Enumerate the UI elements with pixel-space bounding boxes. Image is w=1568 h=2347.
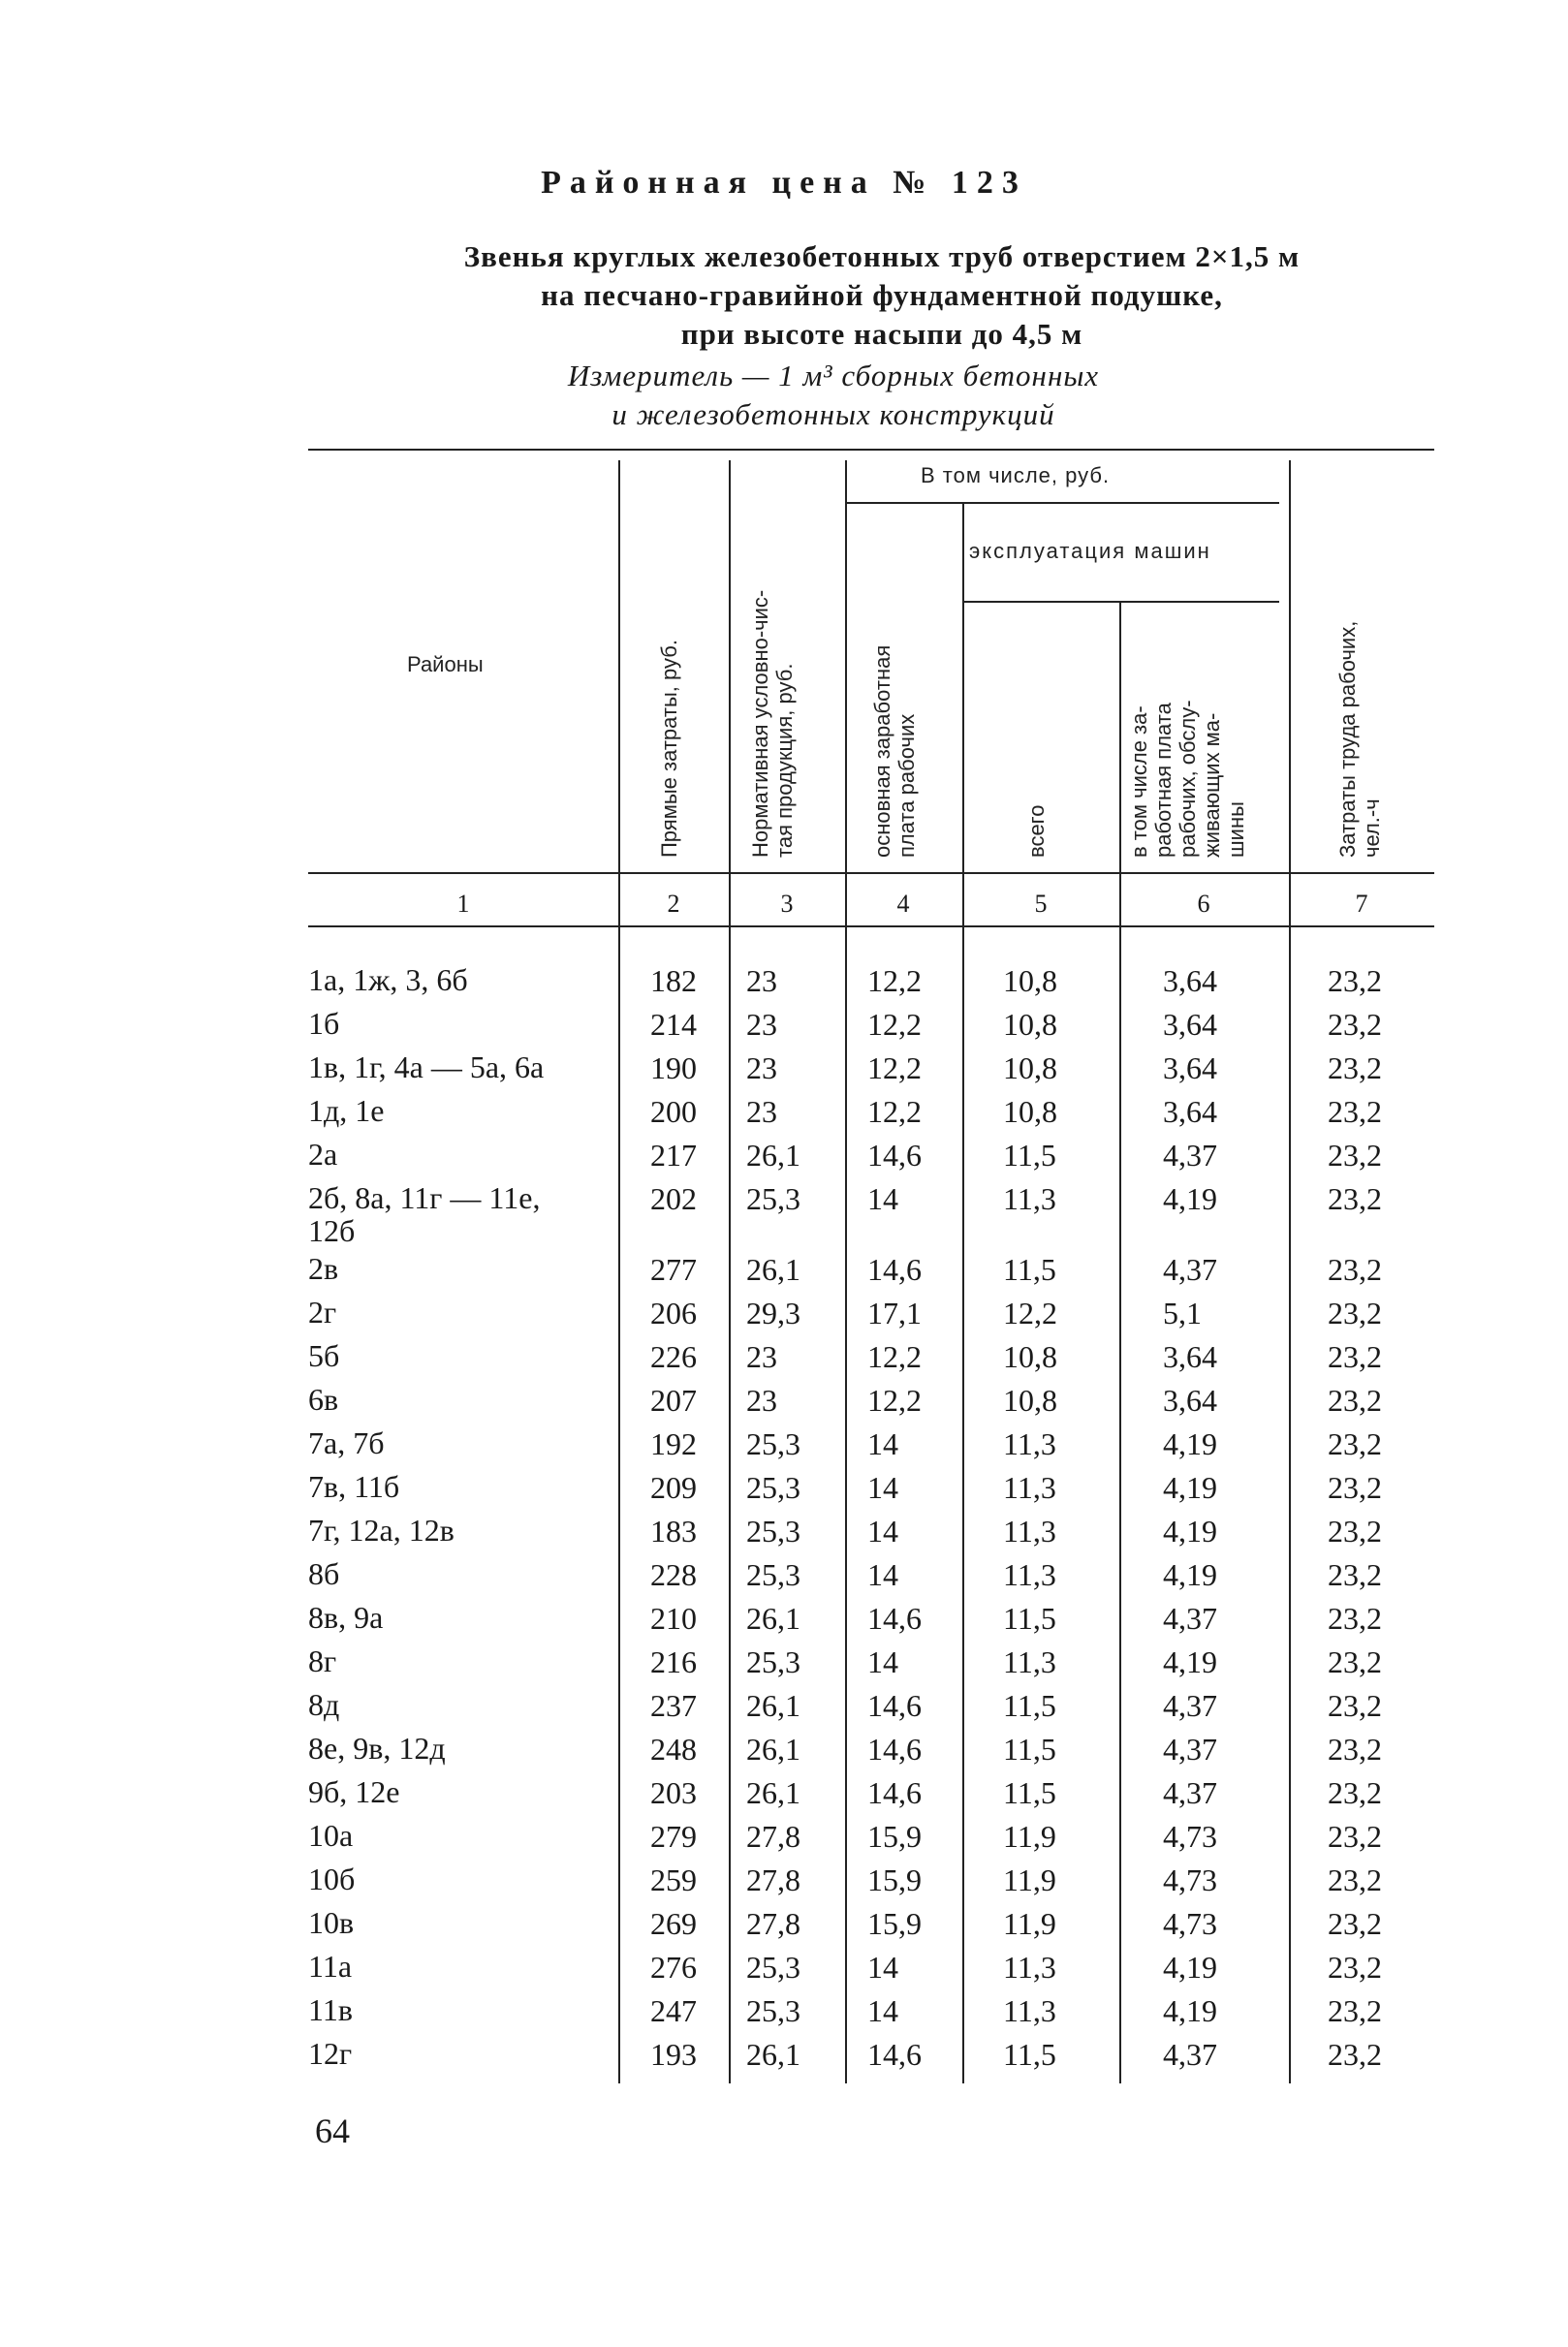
labor-cell: 23,2: [1328, 1732, 1382, 1767]
wage-cell: 14,6: [867, 1688, 922, 1723]
normative-cell: 23: [746, 1094, 777, 1129]
incl-cell: 3,64: [1163, 1050, 1217, 1085]
direct-cell: 202: [650, 1181, 697, 1216]
labor-cell: 23,2: [1328, 1514, 1382, 1549]
region-cell: [308, 1050, 618, 1083]
region-text: 2г: [308, 1295, 337, 1330]
region-text: 11а: [308, 1949, 353, 1984]
total-cell: 11,9: [1003, 1819, 1056, 1854]
total-cell: 12,2: [1003, 1296, 1057, 1330]
total-cell: 11,9: [1003, 1862, 1056, 1897]
column-number: 3: [780, 890, 794, 918]
region-text: 8д: [308, 1687, 340, 1722]
region-text: 10а: [308, 1818, 354, 1853]
normative-cell: 26,1: [746, 1688, 800, 1723]
normative-cell: 25,3: [746, 1181, 800, 1216]
normative-cell: 23: [746, 1339, 777, 1374]
region-cell: [308, 1252, 618, 1285]
region-text: 6в: [308, 1382, 339, 1417]
incl-cell: 4,73: [1163, 1862, 1217, 1897]
region-cell: [308, 1688, 618, 1721]
wage-cell: 14: [867, 1950, 898, 1985]
incl-cell: 4,37: [1163, 1732, 1217, 1767]
normative-cell: 25,3: [746, 1426, 800, 1461]
region-cell: [308, 1601, 618, 1634]
header-line: живающих ма-: [1200, 712, 1224, 858]
wage-cell: 14: [867, 1470, 898, 1505]
labor-cell: 23,2: [1328, 1296, 1382, 1330]
direct-cell: 259: [650, 1862, 697, 1897]
wage-cell: 14: [867, 1993, 898, 2028]
labor-cell: 23,2: [1328, 1050, 1382, 1085]
region-text: 9б, 12е: [308, 1774, 400, 1809]
normative-cell: 26,1: [746, 1252, 800, 1287]
wage-cell: 14: [867, 1426, 898, 1461]
subtitle-line: на песчано-гравийной фундаментной подушке,: [541, 278, 1223, 312]
labor-cell: 23,2: [1328, 1644, 1382, 1679]
header-line: плата рабочих: [894, 713, 919, 858]
table-row: [0, 1047, 1568, 1089]
table-row: [0, 1466, 1568, 1509]
wage-cell: 14: [867, 1514, 898, 1549]
region-text: 2б, 8а, 11г — 11е,: [308, 1180, 541, 1215]
region-text: 7г, 12а, 12в: [308, 1513, 455, 1548]
region-text: 8в, 9а: [308, 1600, 384, 1635]
table-top-rule: [308, 449, 1434, 451]
table-row: [0, 1292, 1568, 1334]
normative-cell: 27,8: [746, 1819, 800, 1854]
wage-cell: 15,9: [867, 1906, 922, 1941]
wage-cell: 14: [867, 1181, 898, 1216]
header-base-wage: [870, 645, 919, 858]
region-text: 10б: [308, 1862, 356, 1896]
total-cell: 11,3: [1003, 1644, 1056, 1679]
incl-cell: 4,19: [1163, 1514, 1217, 1549]
direct-cell: 237: [650, 1688, 697, 1723]
direct-cell: 183: [650, 1514, 697, 1549]
normative-cell: 25,3: [746, 1644, 800, 1679]
incl-cell: 4,73: [1163, 1906, 1217, 1941]
region-text: 1б: [308, 1006, 340, 1041]
total-cell: 11,3: [1003, 1426, 1056, 1461]
table-row: [0, 1641, 1568, 1683]
normative-cell: 25,3: [746, 1993, 800, 2028]
column-number: 7: [1355, 890, 1368, 918]
page-title: Районная цена № 123: [541, 165, 1027, 201]
region-cell: [308, 1094, 618, 1127]
subtitle-line: Звенья круглых железобетонных труб отверстием 2×1,5 м: [463, 239, 1301, 273]
direct-cell: 203: [650, 1775, 697, 1810]
direct-cell: 209: [650, 1470, 697, 1505]
header-total: всего: [1024, 804, 1049, 858]
wage-cell: 14,6: [867, 1732, 922, 1767]
total-cell: 10,8: [1003, 1383, 1057, 1418]
measure-line: Измеритель — 1 м³ сборных бетонных: [567, 359, 1100, 392]
total-cell: 11,3: [1003, 1181, 1056, 1216]
direct-cell: 276: [650, 1950, 697, 1985]
labor-cell: 23,2: [1328, 1181, 1382, 1216]
total-cell: 11,5: [1003, 1601, 1056, 1636]
header-line: Нормативная условно-чис-: [748, 589, 772, 858]
direct-cell: 210: [650, 1601, 697, 1636]
wage-cell: 14,6: [867, 1138, 922, 1173]
incl-cell: 4,37: [1163, 1252, 1217, 1287]
column-number: 5: [1034, 890, 1048, 918]
direct-cell: 228: [650, 1557, 697, 1592]
region-text: 12г: [308, 2036, 353, 2071]
direct-cell: 207: [650, 1383, 697, 1418]
direct-cell: 269: [650, 1906, 697, 1941]
colnum-bottom-rule: [308, 925, 1434, 927]
table-row: [0, 1335, 1568, 1378]
page-subtitle: [368, 237, 1396, 354]
region-text: 2в: [308, 1251, 339, 1286]
total-cell: 11,3: [1003, 1557, 1056, 1592]
incl-cell: 3,64: [1163, 1094, 1217, 1129]
labor-cell: 23,2: [1328, 963, 1382, 998]
header-line: в том числе за-: [1127, 705, 1151, 858]
normative-cell: 26,1: [746, 1138, 800, 1173]
direct-cell: 247: [650, 1993, 697, 2028]
subheader-rule: [845, 502, 1279, 504]
normative-cell: 27,8: [746, 1862, 800, 1897]
region-text: 1д, 1е: [308, 1093, 385, 1128]
wage-cell: 14: [867, 1557, 898, 1592]
normative-cell: 23: [746, 963, 777, 998]
direct-cell: 206: [650, 1296, 697, 1330]
labor-cell: 23,2: [1328, 1094, 1382, 1129]
direct-cell: 200: [650, 1094, 697, 1129]
incl-cell: 4,19: [1163, 1950, 1217, 1985]
incl-cell: 4,37: [1163, 1688, 1217, 1723]
direct-cell: 279: [650, 1819, 697, 1854]
wage-cell: 15,9: [867, 1819, 922, 1854]
incl-cell: 4,19: [1163, 1644, 1217, 1679]
labor-cell: 23,2: [1328, 1138, 1382, 1173]
table-row: [0, 1859, 1568, 1901]
header-incl-operator-wage: [1127, 700, 1248, 858]
header-line: чел.-ч: [1360, 798, 1384, 858]
total-cell: 11,5: [1003, 1252, 1056, 1287]
region-cell: [308, 1181, 618, 1247]
region-text: 8г: [308, 1643, 337, 1678]
wage-cell: 17,1: [867, 1296, 922, 1330]
wage-cell: 14: [867, 1644, 898, 1679]
normative-cell: 26,1: [746, 1775, 800, 1810]
region-cell: [308, 1138, 618, 1171]
wage-cell: 14,6: [867, 1252, 922, 1287]
region-text: 8б: [308, 1556, 340, 1591]
table-row: [0, 1423, 1568, 1465]
wage-cell: 12,2: [867, 1007, 922, 1042]
region-cell: [308, 1732, 618, 1765]
incl-cell: 4,19: [1163, 1470, 1217, 1505]
direct-cell: 190: [650, 1050, 697, 1085]
labor-cell: 23,2: [1328, 1906, 1382, 1941]
normative-cell: 26,1: [746, 1732, 800, 1767]
table-row: [0, 2033, 1568, 2076]
incl-cell: 4,37: [1163, 1775, 1217, 1810]
region-cell: [308, 1906, 618, 1939]
table-row: [0, 1248, 1568, 1291]
labor-cell: 23,2: [1328, 1252, 1382, 1287]
region-text: 10в: [308, 1905, 355, 1940]
normative-cell: 25,3: [746, 1950, 800, 1985]
direct-cell: 182: [650, 963, 697, 998]
header-line: основная заработная: [870, 644, 894, 858]
direct-cell: 248: [650, 1732, 697, 1767]
region-cell: [308, 2037, 618, 2070]
region-cell: [308, 1644, 618, 1677]
region-cell: [308, 1296, 618, 1329]
measurement-unit: [485, 357, 1182, 434]
wage-cell: 12,2: [867, 1383, 922, 1418]
total-cell: 11,5: [1003, 1138, 1056, 1173]
header-regions: Районы: [407, 652, 484, 676]
incl-cell: 4,19: [1163, 1181, 1217, 1216]
total-cell: 11,5: [1003, 1688, 1056, 1723]
region-cell: [308, 1470, 618, 1503]
incl-cell: 4,19: [1163, 1993, 1217, 2028]
labor-cell: 23,2: [1328, 1775, 1382, 1810]
total-cell: 11,3: [1003, 1993, 1056, 2028]
total-cell: 11,3: [1003, 1514, 1056, 1549]
header-machine-exploitation: эксплуатация машин: [969, 539, 1211, 563]
table-row: [0, 1902, 1568, 1945]
normative-cell: 27,8: [746, 1906, 800, 1941]
direct-cell: 277: [650, 1252, 697, 1287]
labor-cell: 23,2: [1328, 1862, 1382, 1897]
header-line: Затраты труда рабочих,: [1335, 620, 1360, 858]
region-cell: [308, 1007, 618, 1040]
total-cell: 11,3: [1003, 1470, 1056, 1505]
header-line: тая продукция, руб.: [772, 663, 797, 858]
region-text: 1в, 1г, 4а — 5а, 6а: [308, 1049, 545, 1084]
total-cell: 10,8: [1003, 1050, 1057, 1085]
wage-cell: 12,2: [867, 1094, 922, 1129]
region-cell: [308, 1819, 618, 1852]
table-row: [0, 1728, 1568, 1770]
measure-line: и железобетонных конструкций: [612, 397, 1055, 431]
region-cell: [308, 1993, 618, 2026]
header-bottom-rule: [308, 872, 1434, 874]
region-cell: [308, 1339, 618, 1372]
wage-cell: 14,6: [867, 1775, 922, 1810]
region-text: 2а: [308, 1137, 338, 1172]
incl-cell: 4,19: [1163, 1426, 1217, 1461]
total-cell: 10,8: [1003, 1339, 1057, 1374]
direct-cell: 216: [650, 1644, 697, 1679]
table-row: [0, 1597, 1568, 1640]
table-row: [0, 1684, 1568, 1727]
normative-cell: 23: [746, 1050, 777, 1085]
wage-cell: 12,2: [867, 963, 922, 998]
total-cell: 11,9: [1003, 1906, 1056, 1941]
incl-cell: 3,64: [1163, 1383, 1217, 1418]
header-line: шины: [1224, 801, 1248, 858]
wage-cell: 12,2: [867, 1339, 922, 1374]
region-text: 7а, 7б: [308, 1425, 385, 1460]
subtitle-line: при высоте насыпи до 4,5 м: [680, 317, 1083, 351]
labor-cell: 23,2: [1328, 1557, 1382, 1592]
labor-cell: 23,2: [1328, 1819, 1382, 1854]
table-row: [0, 1003, 1568, 1046]
total-cell: 11,5: [1003, 2037, 1056, 2072]
direct-cell: 226: [650, 1339, 697, 1374]
direct-cell: 192: [650, 1426, 697, 1461]
region-cell: [308, 963, 618, 996]
incl-cell: 3,64: [1163, 1339, 1217, 1374]
total-cell: 10,8: [1003, 1007, 1057, 1042]
column-number: 4: [896, 890, 910, 918]
total-cell: 10,8: [1003, 1094, 1057, 1129]
labor-cell: 23,2: [1328, 1470, 1382, 1505]
header-normative-product: [748, 590, 797, 858]
header-line: работная плата: [1151, 703, 1176, 858]
labor-cell: 23,2: [1328, 1383, 1382, 1418]
region-text: 5б: [308, 1338, 340, 1373]
region-text: 1а, 1ж, 3, 6б: [308, 962, 468, 997]
labor-cell: 23,2: [1328, 2037, 1382, 2072]
region-text: 7в, 11б: [308, 1469, 400, 1504]
normative-cell: 23: [746, 1383, 777, 1418]
incl-cell: 4,37: [1163, 1138, 1217, 1173]
total-cell: 11,3: [1003, 1950, 1056, 1985]
normative-cell: 23: [746, 1007, 777, 1042]
labor-cell: 23,2: [1328, 1950, 1382, 1985]
column-number: 1: [456, 890, 470, 918]
incl-cell: 4,19: [1163, 1557, 1217, 1592]
normative-cell: 25,3: [746, 1514, 800, 1549]
incl-cell: 4,37: [1163, 2037, 1217, 2072]
header-line: рабочих, обслу-: [1176, 700, 1200, 858]
table-row: [0, 1989, 1568, 2032]
incl-cell: 4,37: [1163, 1601, 1217, 1636]
wage-cell: 14,6: [867, 1601, 922, 1636]
table-row: [0, 1510, 1568, 1552]
incl-cell: 4,73: [1163, 1819, 1217, 1854]
incl-cell: 5,1: [1163, 1296, 1202, 1330]
region-text-continued: 12б: [308, 1213, 356, 1248]
normative-cell: 25,3: [746, 1470, 800, 1505]
labor-cell: 23,2: [1328, 1601, 1382, 1636]
header-labor-costs: [1335, 621, 1384, 858]
region-text: 8е, 9в, 12д: [308, 1731, 446, 1766]
region-cell: [308, 1862, 618, 1895]
labor-cell: 23,2: [1328, 1688, 1382, 1723]
normative-cell: 25,3: [746, 1557, 800, 1592]
wage-cell: 15,9: [867, 1862, 922, 1897]
table-row: [0, 1946, 1568, 1988]
table-row: [0, 1379, 1568, 1422]
wage-cell: 12,2: [867, 1050, 922, 1085]
header-including: В том числе, руб.: [921, 463, 1111, 487]
table-row: [0, 959, 1568, 1002]
normative-cell: 26,1: [746, 2037, 800, 2072]
total-cell: 11,5: [1003, 1732, 1056, 1767]
region-cell: [308, 1950, 618, 1983]
total-cell: 11,5: [1003, 1775, 1056, 1810]
direct-cell: 217: [650, 1138, 697, 1173]
labor-cell: 23,2: [1328, 1426, 1382, 1461]
incl-cell: 3,64: [1163, 1007, 1217, 1042]
region-cell: [308, 1383, 618, 1416]
header-direct-costs: Прямые затраты, руб.: [657, 640, 681, 858]
table-row: [0, 1771, 1568, 1814]
column-number: 2: [667, 890, 680, 918]
region-text: 11в: [308, 1992, 353, 2027]
region-cell: [308, 1426, 618, 1459]
column-number: 6: [1197, 890, 1210, 918]
normative-cell: 29,3: [746, 1296, 800, 1330]
incl-cell: 3,64: [1163, 963, 1217, 998]
region-cell: [308, 1775, 618, 1808]
table-row: [0, 1553, 1568, 1596]
labor-cell: 23,2: [1328, 1993, 1382, 2028]
wage-cell: 14,6: [867, 2037, 922, 2072]
table-row: [0, 1134, 1568, 1176]
region-cell: [308, 1557, 618, 1590]
page-number: 64: [315, 2112, 350, 2150]
labor-cell: 23,2: [1328, 1339, 1382, 1374]
labor-cell: 23,2: [1328, 1007, 1382, 1042]
table-row: [0, 1177, 1568, 1248]
direct-cell: 214: [650, 1007, 697, 1042]
direct-cell: 193: [650, 2037, 697, 2072]
table-row: [0, 1815, 1568, 1858]
table-row: [0, 1090, 1568, 1133]
region-cell: [308, 1514, 618, 1547]
normative-cell: 26,1: [746, 1601, 800, 1636]
total-cell: 10,8: [1003, 963, 1057, 998]
